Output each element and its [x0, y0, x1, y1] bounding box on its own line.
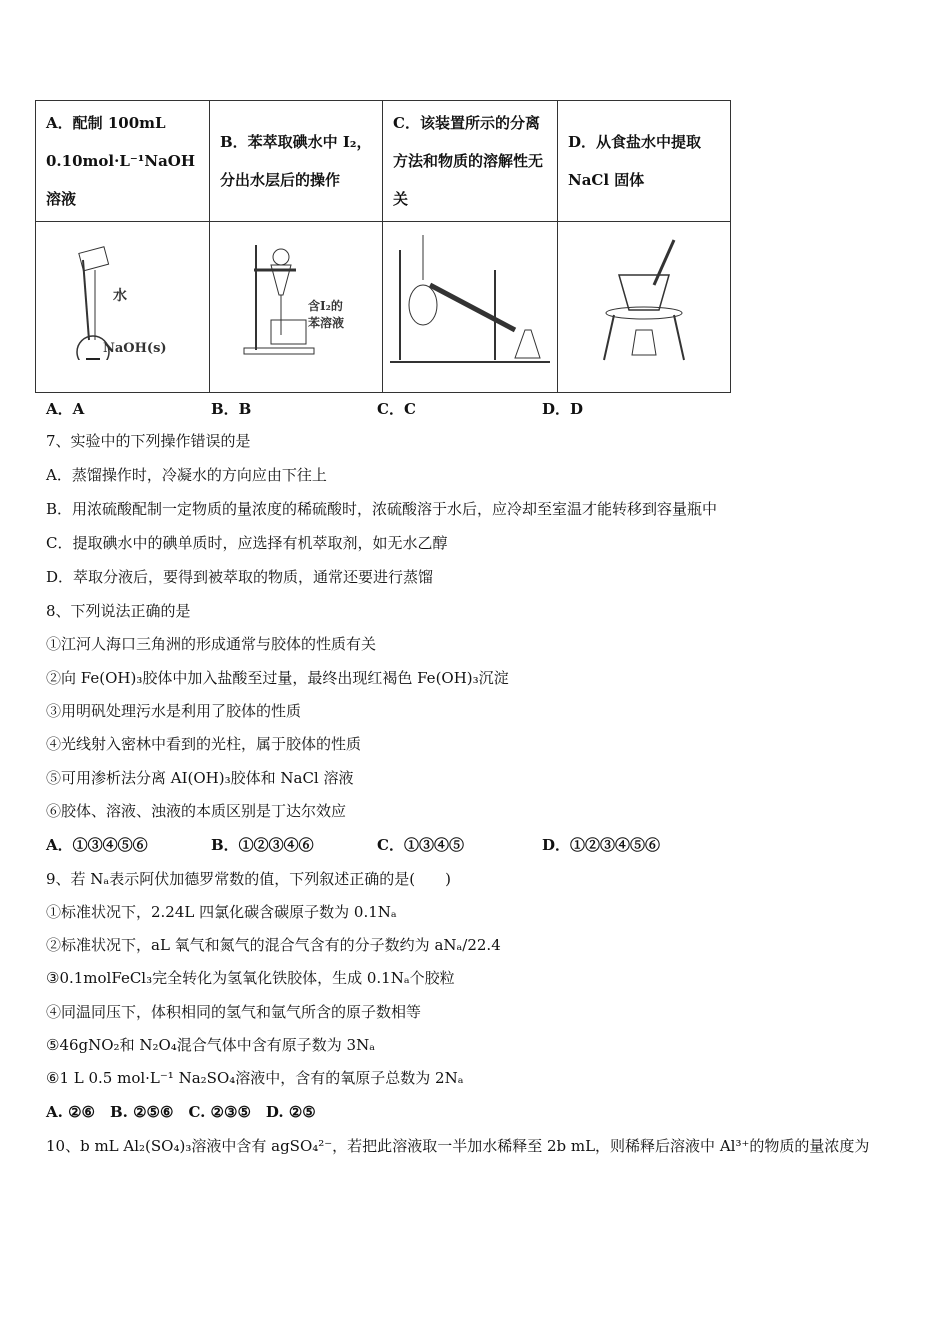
q8-item: ④光线射入密林中看到的光柱，属于胶体的性质 [46, 735, 362, 753]
option-a-text: A．配制 100mL 0.10mol·L⁻¹NaOH 溶液 [36, 101, 210, 222]
q8-answer-d[interactable]: D．①②③④⑤⑥ [542, 836, 661, 854]
q9-item: ⑤46gNO₂和 N₂O₄混合气体中含有原子数为 3Nₐ [46, 1036, 376, 1054]
q6-answer-a[interactable]: A．A [46, 400, 85, 418]
q8-stem: 8、下列说法正确的是 [46, 602, 191, 620]
q6-answer-b[interactable]: B．B [211, 400, 252, 418]
q10-stem: 10、b mL Al₂(SO₄)₃溶液中含有 agSO₄²⁻，若把此溶液取一半加水稀释至 2b mL，则稀释后溶液中 Al³⁺的物质的量浓度为 [46, 1137, 870, 1155]
figure-a-volumetric-flask [36, 222, 210, 393]
svg-text:含I₂的: 含I₂的 [308, 299, 343, 313]
q8-answer-b[interactable]: B．①②③④⑥ [211, 836, 314, 854]
q7-stem: 7、实验中的下列操作错误的是 [46, 432, 251, 450]
q9-stem: 9、若 Nₐ表示阿伏加德罗常数的值，下列叙述正确的是( ) [46, 870, 451, 888]
q6-options-table [35, 100, 731, 393]
q9-answers[interactable]: A. ②⑥ B. ②⑤⑥ C. ②③⑤ D. ②⑤ [46, 1103, 316, 1121]
q7-option-c[interactable]: C．提取碘水中的碘单质时，应选择有机萃取剂，如无水乙醇 [46, 534, 448, 552]
svg-text:苯溶液: 苯溶液 [308, 316, 345, 330]
option-c-text: C．该装置所示的分离方法和物质的溶解性无关 [383, 101, 558, 222]
option-d-text: D．从食盐水中提取 NaCl 固体 [558, 101, 731, 222]
figure-c-distillation [383, 222, 558, 393]
q8-answer-a[interactable]: A．①③④⑤⑥ [46, 836, 148, 854]
label-naoh: NaOH(s) [102, 341, 167, 356]
q7-option-b[interactable]: B．用浓硫酸配制一定物质的量浓度的稀硫酸时，浓硫酸溶于水后，应冷却至室温才能转移到容量瓶中 [46, 500, 718, 518]
q7-option-d[interactable]: D．萃取分液后，要得到被萃取的物质，通常还要进行蒸馏 [46, 568, 434, 586]
q8-answer-c[interactable]: C．①③④⑤ [377, 836, 464, 854]
q8-item: ②向 Fe(OH)₃胶体中加入盐酸至过量，最终出现红褐色 Fe(OH)₃沉淀 [46, 669, 509, 687]
q9-item: ②标准状况下，aL 氧气和氮气的混合气含有的分子数约为 aNₐ/22.4 [46, 936, 501, 954]
q9-item: ④同温同压下，体积相同的氢气和氩气所含的原子数相等 [46, 1003, 422, 1021]
q9-item: ③0.1molFeCl₃完全转化为氢氧化铁胶体，生成 0.1Nₐ个胶粒 [46, 969, 455, 987]
q9-item: ⑥1 L 0.5 mol·L⁻¹ Na₂SO₄溶液中，含有的氧原子总数为 2Nₐ [46, 1069, 464, 1087]
label-water: 水 [112, 288, 127, 304]
q6-answer-d[interactable]: D．D [542, 400, 584, 418]
figure-d-evaporation [558, 222, 731, 393]
figure-b-separatory-funnel [210, 222, 383, 393]
option-b-text: B．苯萃取碘水中 I₂，分出水层后的操作 [210, 101, 383, 222]
q8-item: ⑥胶体、溶液、浊液的本质区别是丁达尔效应 [46, 802, 347, 820]
q7-option-a[interactable]: A．蒸馏操作时，冷凝水的方向应由下往上 [46, 466, 327, 484]
q8-item: ③用明矾处理污水是利用了胶体的性质 [46, 702, 302, 720]
q8-item: ①江河人海口三角洲的形成通常与胶体的性质有关 [46, 635, 377, 653]
q8-item: ⑤可用渗析法分离 AI(OH)₃胶体和 NaCl 溶液 [46, 769, 354, 787]
q9-item: ①标准状况下，2.24L 四氯化碳含碳原子数为 0.1Nₐ [46, 903, 397, 921]
q6-answer-c[interactable]: C．C [377, 400, 416, 418]
